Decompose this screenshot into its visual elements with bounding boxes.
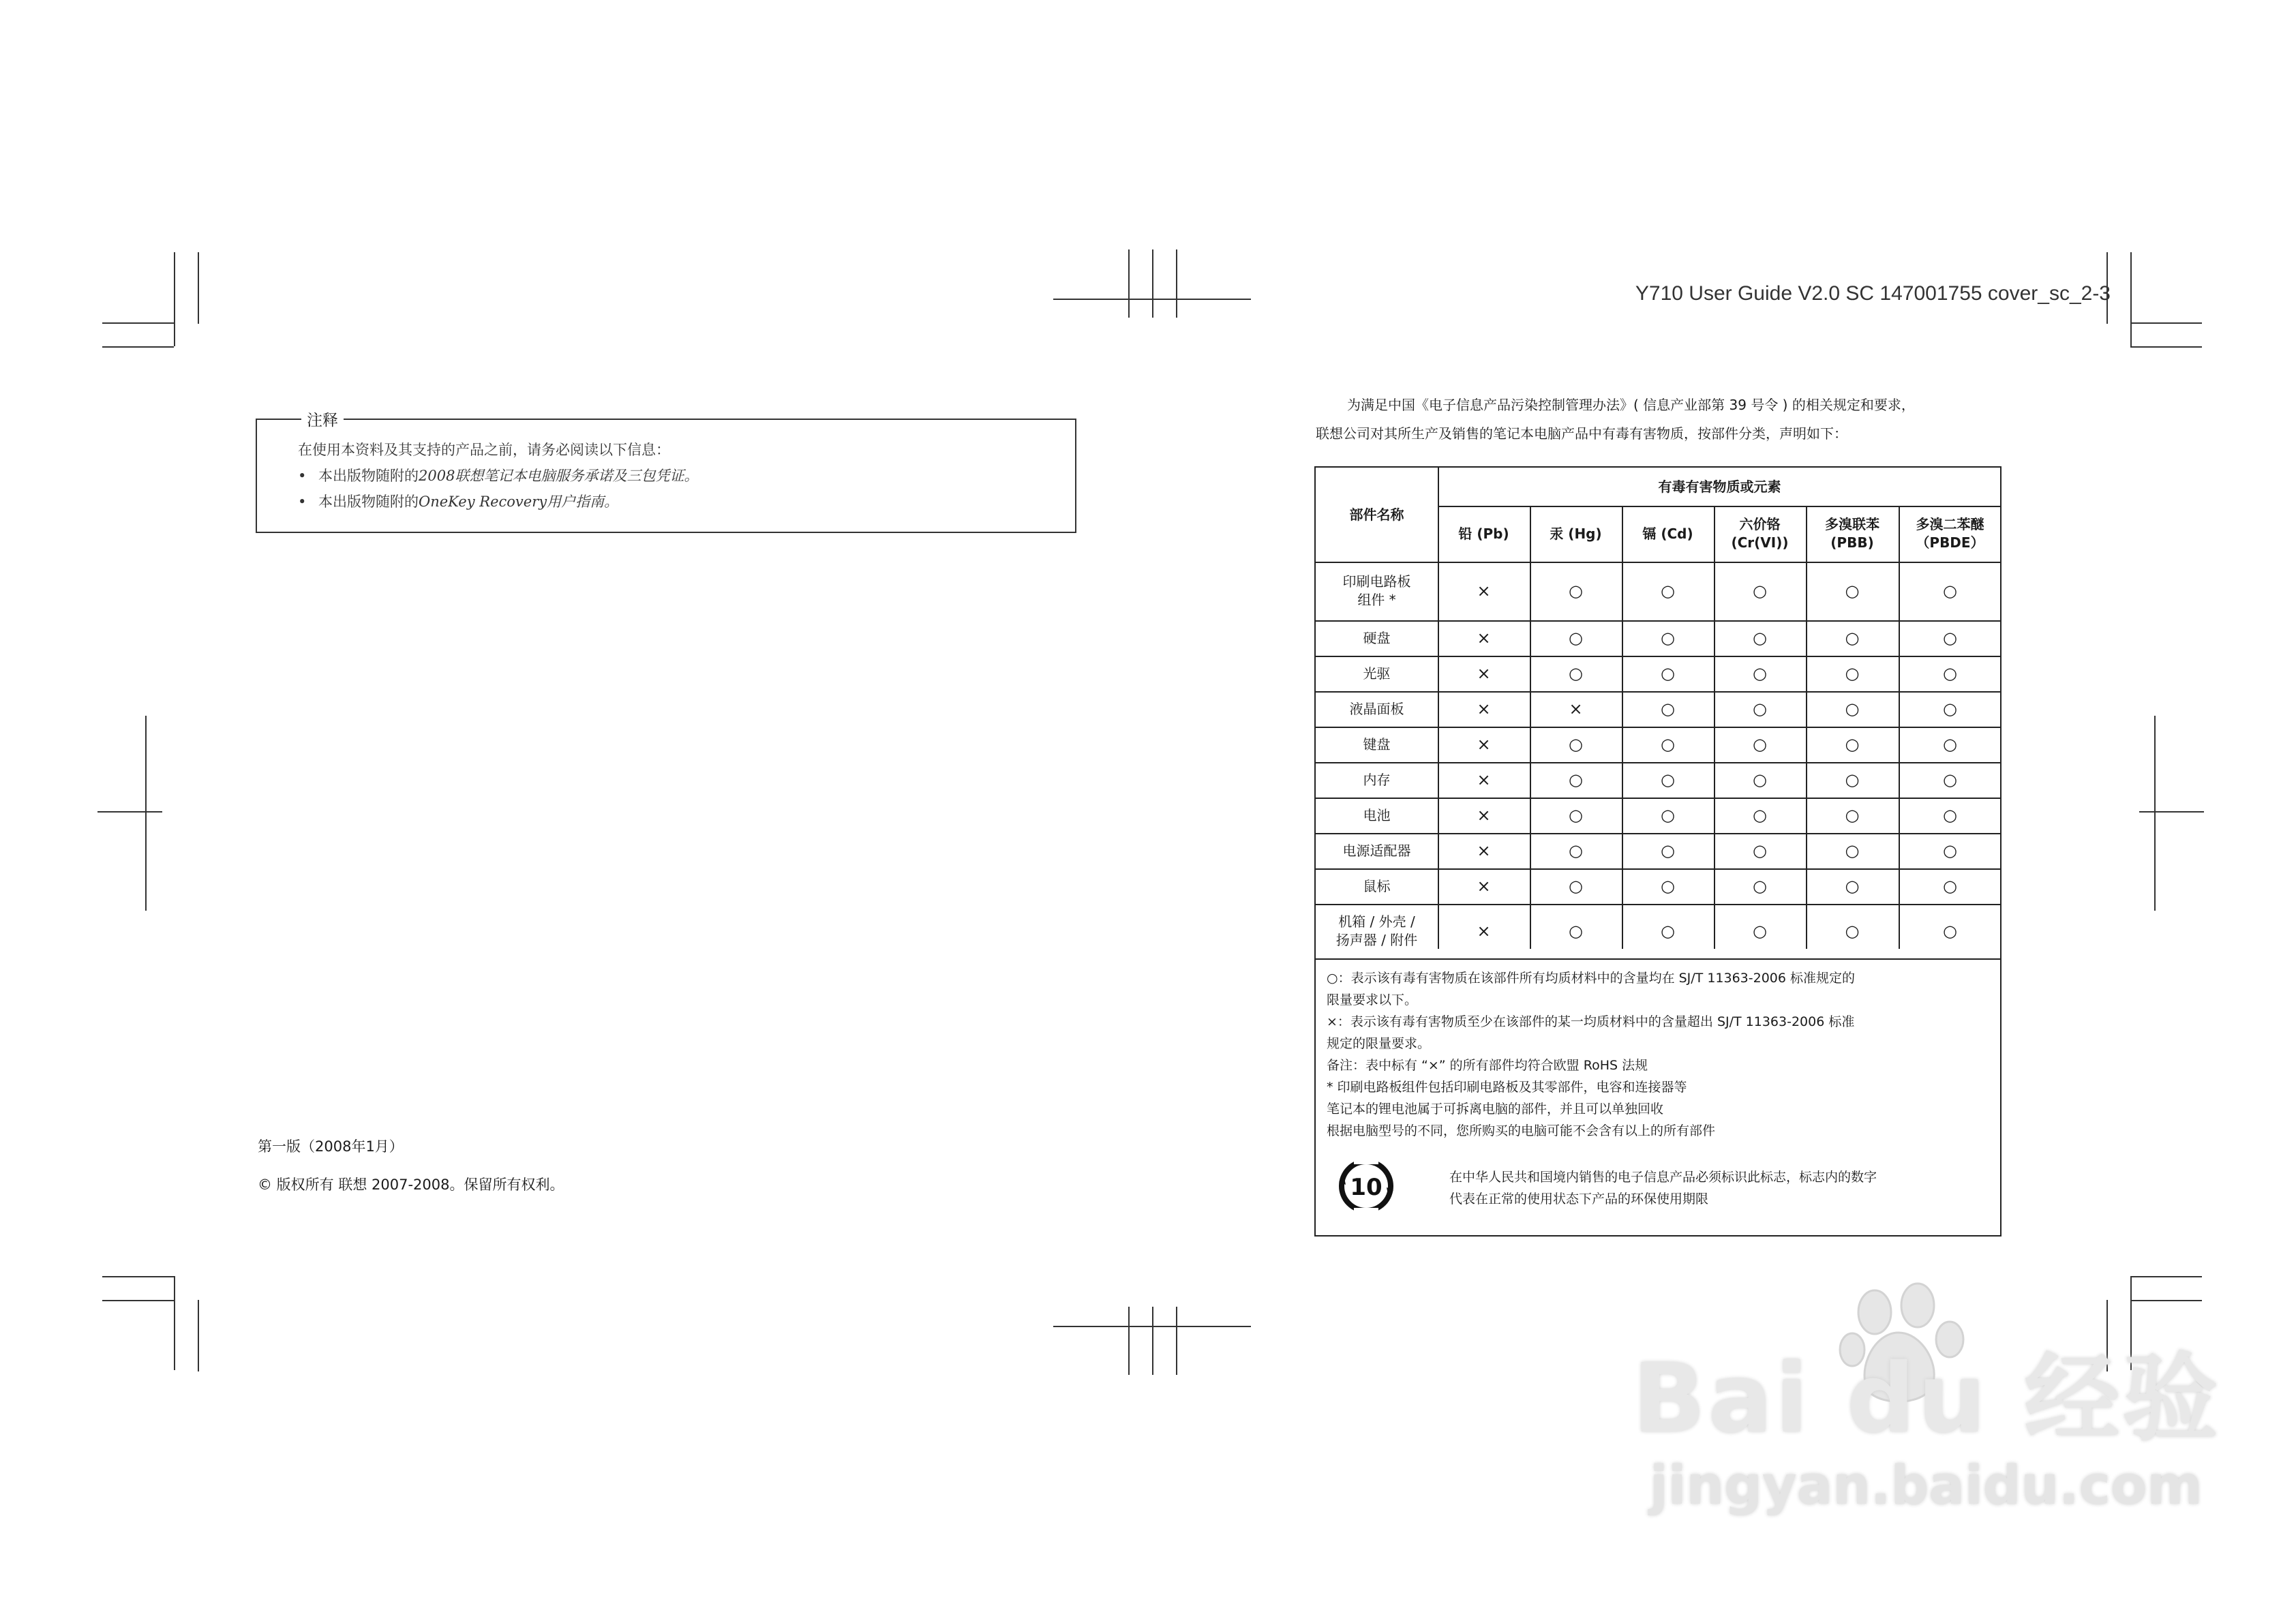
substance-mark: ○ [1845, 581, 1860, 601]
row-part-name: 硬盘 [1363, 629, 1391, 646]
substance-mark: ○ [1845, 628, 1860, 648]
table-note: 备注：表中标有 “×” 的所有部件均符合欧盟 RoHS 法规 [1327, 1058, 1648, 1073]
note-item-title: OneKey Recovery用户指南。 [419, 494, 619, 510]
substance-mark: ○ [1753, 805, 1767, 825]
document-header-title: Y710 User Guide V2.0 SC 147001755 cover_sc_2-3 [1635, 282, 2111, 305]
substance-mark: ○ [1845, 734, 1860, 754]
note-label: 注释 [301, 408, 344, 430]
substance-mark: ○ [1943, 581, 1957, 601]
substance-mark: ○ [1943, 663, 1957, 683]
note-item-prefix: 本出版物随附的 [318, 468, 419, 484]
substance-mark: ○ [1569, 628, 1583, 648]
substance-mark: ○ [1845, 663, 1860, 683]
substance-mark: ○ [1661, 734, 1675, 754]
column-header: 多溴二苯醚 （PBDE） [1916, 516, 1984, 551]
hazardous-substance-table [1314, 466, 2002, 1237]
substance-mark: × [1477, 921, 1491, 941]
substance-mark: × [1477, 840, 1491, 860]
substance-mark: ○ [1753, 840, 1767, 860]
table-note: 笔记本的锂电池属于可拆离电脑的部件，并且可以单独回收 [1327, 1102, 1664, 1117]
substance-mark: ○ [1753, 663, 1767, 683]
substance-mark: ○ [1661, 805, 1675, 825]
substance-mark: × [1477, 663, 1491, 683]
column-header: 多溴联苯 (PBB) [1825, 516, 1879, 551]
note-item [298, 465, 698, 485]
copyright-line: © 版权所有 联想 2007-2008。保留所有权利。 [258, 1177, 564, 1193]
substance-mark: ○ [1845, 699, 1860, 718]
substance-mark: ○ [1753, 770, 1767, 789]
note-item-prefix: 本出版物随附的 [318, 494, 419, 510]
substance-mark: × [1477, 805, 1491, 825]
row-part-name: 电池 [1363, 806, 1391, 823]
row-part-name: 光驱 [1363, 665, 1391, 682]
column-header: 六价铬 (Cr(VI)) [1731, 516, 1789, 551]
substance-mark: ○ [1845, 805, 1860, 825]
substance-mark: ○ [1943, 876, 1957, 896]
substance-mark: ○ [1661, 663, 1675, 683]
substance-mark: ○ [1569, 876, 1583, 896]
row-part-name: 液晶面板 [1349, 700, 1404, 717]
substance-mark: ○ [1753, 921, 1767, 941]
substance-mark: ○ [1845, 840, 1860, 860]
substance-mark: ○ [1661, 876, 1675, 896]
substance-mark: × [1477, 770, 1491, 789]
watermark-logo: Bai du 经验 [1633, 1344, 2221, 1455]
substance-mark: ○ [1753, 734, 1767, 754]
mark-description: 代表在正常的使用状态下产品的环保使用期限 [1449, 1192, 1709, 1207]
table-note: 限量要求以下。 [1327, 992, 1418, 1007]
substance-mark: ○ [1943, 628, 1957, 648]
substance-mark: ○ [1569, 921, 1583, 941]
table-note: 根据电脑型号的不同，您所购买的电脑可能不会含有以上的所有部件 [1327, 1123, 1716, 1138]
substance-mark: ○ [1569, 734, 1583, 754]
substance-mark: ○ [1661, 921, 1675, 941]
table-note: 规定的限量要求。 [1327, 1036, 1431, 1051]
statement-line-2: 联想公司对其所生产及销售的笔记本电脑产品中有毒有害物质，按部件分类，声明如下： [1316, 425, 1847, 442]
substance-mark: × [1477, 628, 1491, 648]
substance-mark: ○ [1661, 581, 1675, 601]
substance-mark: ○ [1569, 663, 1583, 683]
substance-mark: × [1569, 699, 1583, 718]
substance-mark: ○ [1943, 805, 1957, 825]
substance-mark: × [1477, 876, 1491, 896]
substance-mark: ○ [1943, 699, 1957, 718]
substance-mark: ○ [1569, 581, 1583, 601]
bullet-icon: • [298, 494, 307, 510]
row-part-name: 内存 [1363, 771, 1391, 788]
substance-mark: ○ [1569, 840, 1583, 860]
substance-mark: ○ [1943, 840, 1957, 860]
substance-mark: ○ [1569, 770, 1583, 789]
substance-mark: ○ [1661, 628, 1675, 648]
substance-mark: ○ [1845, 876, 1860, 896]
note-item [298, 491, 618, 511]
mark-number: 10 [1350, 1174, 1383, 1201]
table-note: ○：表示该有毒有害物质在该部件所有均质材料中的含量均在 SJ/T 11363-2006 标准规定的 [1327, 971, 1856, 986]
edition-line: 第一版（2008年1月） [258, 1138, 404, 1155]
substance-mark: × [1477, 734, 1491, 754]
substance-mark: ○ [1943, 921, 1957, 941]
mark-description: 在中华人民共和国境内销售的电子信息产品必须标识此标志，标志内的数字 [1449, 1170, 1877, 1185]
row-part-name: 机箱 / 外壳 / 扬声器 / 附件 [1335, 913, 1418, 948]
substance-mark: ○ [1845, 921, 1860, 941]
substance-mark: × [1477, 699, 1491, 718]
substance-mark: × [1477, 581, 1491, 601]
row-part-name: 鼠标 [1363, 877, 1391, 894]
substance-mark: ○ [1943, 770, 1957, 789]
watermark-url: jingyan.baidu.com [1650, 1455, 2203, 1517]
note-box [256, 412, 1076, 533]
row-part-name: 键盘 [1363, 735, 1391, 753]
substance-mark: ○ [1753, 699, 1767, 718]
substance-mark: ○ [1569, 805, 1583, 825]
column-header-part: 部件名称 [1349, 506, 1404, 523]
statement-line-1: 为满足中国《电子信息产品污染控制管理办法》( 信息产业部第 39 号令 ) 的相关规定和要求， [1347, 397, 1915, 413]
substance-mark: ○ [1661, 699, 1675, 718]
column-header: 汞 (Hg) [1550, 525, 1602, 542]
substance-mark: ○ [1943, 734, 1957, 754]
environment-protection-use-period-icon [1338, 1157, 1395, 1215]
bullet-icon: • [298, 468, 307, 484]
note-intro: 在使用本资料及其支持的产品之前，请务必阅读以下信息： [298, 442, 670, 458]
column-group-header: 有毒有害物质或元素 [1658, 478, 1781, 495]
column-header: 铅 (Pb) [1458, 525, 1509, 542]
substance-mark: ○ [1661, 840, 1675, 860]
substance-mark: ○ [1753, 876, 1767, 896]
substance-mark: ○ [1753, 581, 1767, 601]
table-note: ×：表示该有毒有害物质至少在该部件的某一均质材料中的含量超出 SJ/T 11363-2006 标准 [1327, 1014, 1855, 1029]
substance-mark: ○ [1845, 770, 1860, 789]
substance-mark: ○ [1661, 770, 1675, 789]
row-part-name: 电源适配器 [1342, 842, 1411, 859]
column-header: 镉 (Cd) [1642, 525, 1693, 542]
substance-mark: ○ [1753, 628, 1767, 648]
note-item-title: 2008联想笔记本电脑服务承诺及三包凭证。 [419, 468, 699, 484]
row-part-name: 印刷电路板 组件 * [1342, 573, 1411, 608]
table-note: * 印刷电路板组件包括印刷电路板及其零部件，电容和连接器等 [1327, 1080, 1687, 1095]
